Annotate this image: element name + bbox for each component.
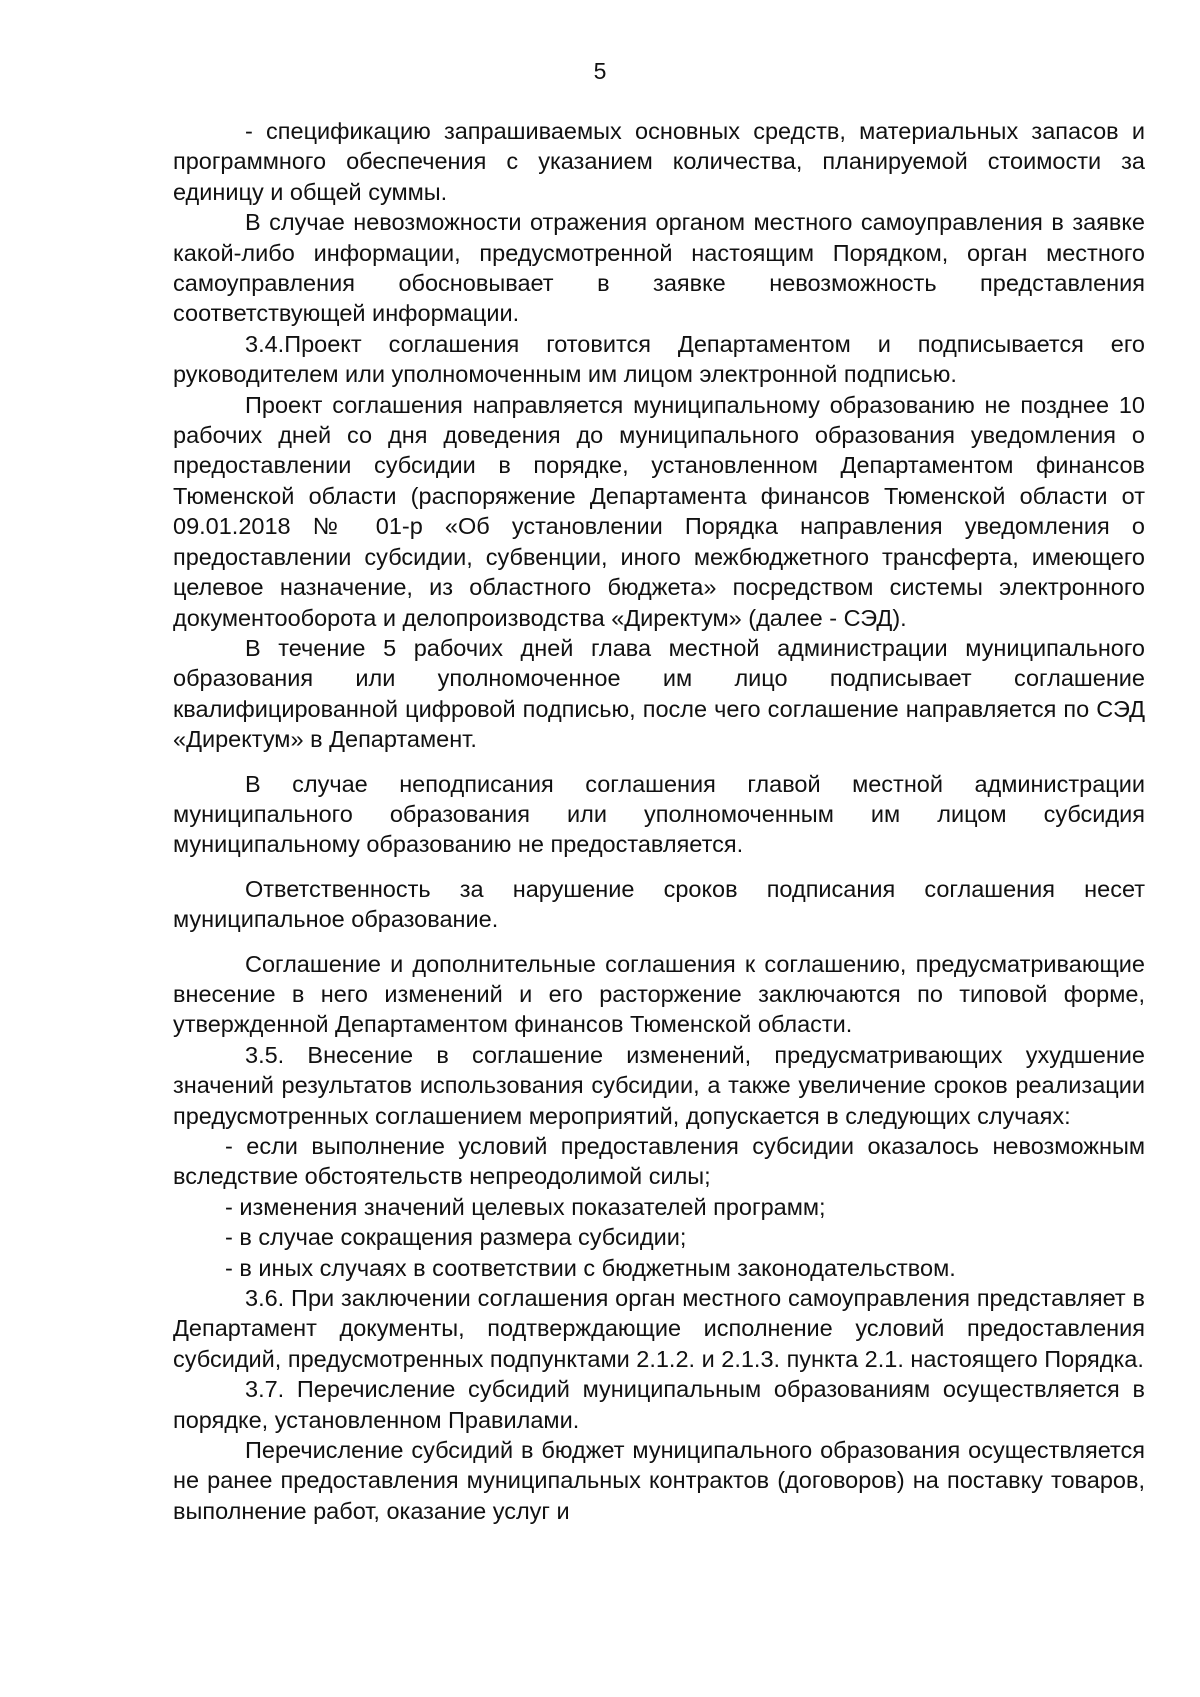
list-item-force-majeure: - если выполнение условий предоставления субсидии оказалось невозможным вследствие обстоятельств непреодолимой силы;	[173, 1133, 1145, 1190]
paragraph-standard-form: Соглашение и дополнительные соглашения к соглашению, предусматривающие внесение в него изменений и его расторжение заключаются по типовой форме, утвержденной Департаментом финансов Тюменской области.	[173, 950, 1145, 1038]
paragraph-transfer-conditions: Перечисление субсидий в бюджет муниципального образования осуществляется не ранее предоставления муниципальных контрактов (договоров) на поставку товаров, выполнение работ, оказание услуг и	[173, 1437, 1145, 1524]
paragraph-non-signing: В случае неподписания соглашения главой местной администрации муниципального образования или уполномоченным им лицом субсидия муниципальному образованию не предоставляется.	[173, 770, 1145, 858]
paragraph-3-4: 3.4.Проект соглашения готовится Департаментом и подписывается его руководителем или уполномоченным им лицом электронной подписью.	[173, 330, 1145, 388]
paragraph-impossibility-info: В случае невозможности отражения органом местного самоуправления в заявке какой-либо информации, предусмотренной настоящим Порядком, орган местного самоуправления обосновывает в заявке невозможность представления соответствующей информации.	[173, 209, 1145, 327]
paragraph-specification-item: - спецификацию запрашиваемых основных средств, материальных запасов и программного обеспечения с указанием количества, планируемой стоимости за единицу и общей суммы.	[173, 118, 1145, 205]
paragraph-3-5: 3.5. Внесение в соглашение изменений, предусматривающих ухудшение значений результатов использования субсидии, а также увеличение сроков реализации предусмотренных соглашением мероприятий, допускается в следующих случаях:	[173, 1041, 1145, 1129]
list-item-other-cases: - в иных случаях в соответствии с бюджетным законодательством.	[225, 1254, 956, 1281]
paragraph-3-7: 3.7. Перечисление субсидий муниципальным образованиям осуществляется в порядке, установленном Правилами.	[173, 1376, 1145, 1433]
paragraph-signing-period: В течение 5 рабочих дней глава местной администрации муниципального образования или уполномоченное им лицо подписывает соглашение квалифицированной цифровой подписью, после чего соглашение направляется по СЭД «Директум» в Департамент.	[173, 634, 1145, 753]
paragraph-draft-agreement-sent: Проект соглашения направляется муниципальному образованию не позднее 10 рабочих дней со дня доведения до муниципального образования уведомления о предоставлении субсидии в порядке, установленном Департаментом финансов Тюменской области (распоряжение Департамента финансов Тюменской области от 09.01.2018 № 01-р «Об установлении Порядка направления уведомления о предоставлении субсидии, субвенции, иного межбюджетного трансферта, имеющего целевое назначение, из областного бюджета» посредством системы электронного документооборота и делопроизводства «Директум» (далее - СЭД).	[173, 391, 1145, 631]
list-item-target-indicators: - изменения значений целевых показателей программ;	[225, 1193, 826, 1220]
paragraph-responsibility: Ответственность за нарушение сроков подписания соглашения несет муниципальное образование.	[173, 875, 1145, 933]
document-body	[173, 116, 1145, 1526]
page-number: 5	[593, 58, 607, 84]
list-item-subsidy-reduction: - в случае сокращения размера субсидии;	[225, 1224, 687, 1251]
paragraph-3-6: 3.6. При заключении соглашения орган местного самоуправления представляет в Департамент документы, подтверждающие исполнение условий предоставления субсидий, предусмотренных подпунктами 2.1.2. и 2.1.3. пункта 2.1. настоящего Порядка.	[173, 1285, 1145, 1372]
